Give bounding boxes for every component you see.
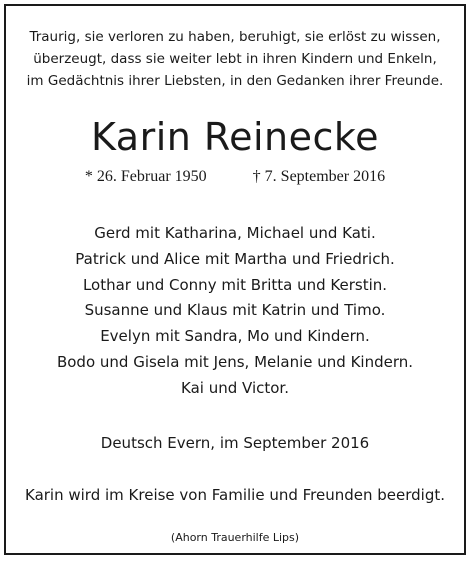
intro-line: überzeugt, dass sie weiter lebt in ihren Kindern und Enkeln,: [33, 51, 437, 67]
intro-line: im Gedächtnis ihrer Liebsten, in den Gedanken ihrer Freunde.: [26, 73, 444, 89]
family-line: Evelyn mit Sandra, Mo und Kindern.: [100, 327, 370, 346]
family-line: Gerd mit Katharina, Michael und Kati.: [94, 224, 376, 242]
deceased-name: Karin Reinecke: [91, 115, 379, 159]
burial-note: Karin wird im Kreise von Familie und Freunden beerdigt.: [25, 486, 445, 504]
family-line: Patrick und Alice mit Martha und Friedrich.: [75, 249, 395, 268]
family-line: Bodo und Gisela mit Jens, Melanie und Kindern.: [56, 352, 414, 371]
obituary-notice: [4, 4, 466, 555]
birth-date: * 26. Februar 1950: [84, 168, 207, 185]
death-date: † 7. September 2016: [252, 168, 386, 185]
family-line: Susanne und Klaus mit Katrin und Timo.: [84, 301, 386, 320]
life-dates: [6, 166, 464, 188]
family-list: [6, 221, 464, 402]
family-line: Lothar und Conny mit Britta und Kerstin.: [82, 275, 388, 294]
place-date: Deutsch Evern, im September 2016: [100, 434, 370, 452]
undertaker-credit: (Ahorn Trauerhilfe Lips): [170, 531, 300, 544]
intro-verse: [6, 26, 464, 92]
family-line: Kai und Victor.: [181, 378, 289, 397]
intro-line: Traurig, sie verloren zu haben, beruhigt, sie erlöst zu wissen,: [29, 29, 441, 45]
